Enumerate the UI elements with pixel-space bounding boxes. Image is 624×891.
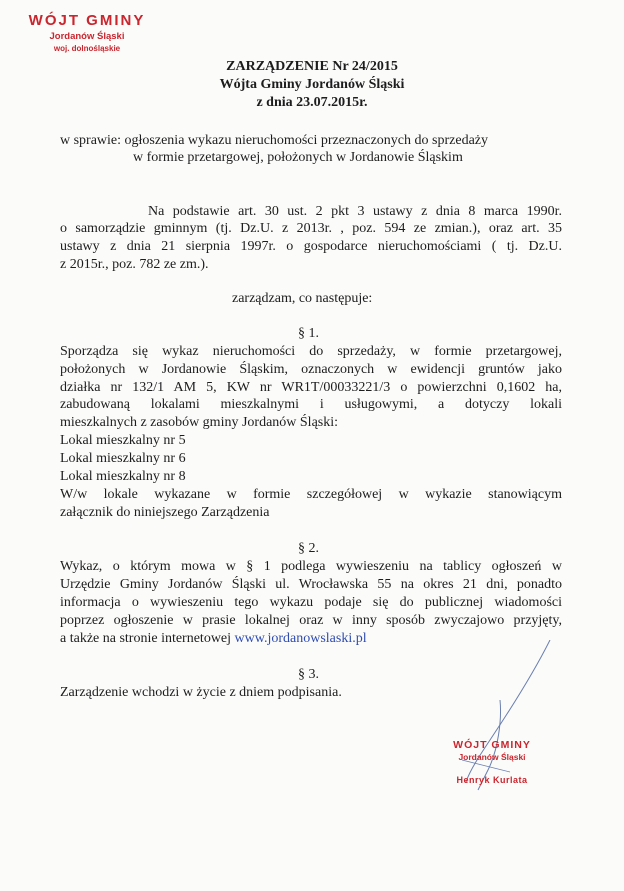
signatory-name: Henryk Kurlata (456, 775, 528, 785)
section-2-line-3: informacja o wywieszeniu tego wykazu podaje się do publicznej wiadomości (60, 595, 562, 610)
section-1-line-3: działka nr 132/1 AM 5, KW nr WR1T/00033221/3 o powierzchni 0,1602 ha, (60, 380, 562, 395)
website-link[interactable]: www.jordanowslaski.pl (234, 631, 367, 646)
section-2-heading: § 2. (298, 541, 319, 556)
section-1-line-5: mieszkalnych z zasobów gminy Jordanów Śląski: (60, 415, 339, 430)
section-2-line-5-text: a także na stronie internetowej (60, 631, 235, 646)
section-1-line-6: W/w lokale wykazane w formie szczegółowej w wykazie stanowiącym (60, 487, 562, 502)
unit-item: Lokal mieszkalny nr 8 (60, 469, 186, 484)
section-1-line-4: zabudowaną lokalami mieszkalnymi i usługowymi, a dotyczy lokali (60, 397, 562, 412)
unit-item: Lokal mieszkalny nr 5 (60, 433, 186, 448)
stamp-municipality: Jordanów Śląski (49, 31, 125, 42)
subject-line-2: w formie przetargowej, położonych w Jordanowie Śląskim (133, 150, 463, 165)
section-1-line-7: załącznik do niniejszego Zarządzenia (60, 505, 270, 520)
section-3-heading: § 3. (298, 667, 319, 682)
section-2-line-5 (60, 630, 367, 648)
stamp-voivodeship: woj. dolnośląskie (53, 44, 121, 53)
basis-line-3: ustawy z dnia 21 sierpnia 1997r. o gospodarce nieruchomościami ( tj. Dz.U. (60, 239, 562, 254)
section-1-line-2: położonych w Jordanowie Śląskim, oznaczonych w ewidencji gruntów jako (60, 362, 562, 377)
basis-line-1: Na podstawie art. 30 ust. 2 pkt 3 ustawy z dnia 8 marca 1990r. (148, 204, 562, 219)
document-title: ZARZĄDZENIE Nr 24/2015 (226, 59, 398, 74)
decree-text: zarządzam, co następuje: (232, 291, 373, 306)
section-3-line-1: Zarządzenie wchodzi w życie z dniem podpisania. (60, 685, 342, 700)
basis-line-2: o samorządzie gminnym (tj. Dz.U. z 2013r. , poz. 594 ze zmian.), oraz art. 35 (60, 221, 562, 236)
section-2-line-4: poprzez ogłoszenie w prasie lokalnej oraz w inny sposób zwyczajowo przyjęty, (60, 613, 562, 628)
signature-stamp (442, 739, 542, 785)
basis-line-4: z 2015r., poz. 782 ze zm.). (60, 257, 209, 272)
section-1-line-1: Sporządza się wykaz nieruchomości do sprzedaży, w formie przetargowej, (60, 344, 562, 359)
document-date: z dnia 23.07.2015r. (256, 95, 368, 110)
signature-stamp-municipality: Jordanów Śląski (458, 752, 526, 762)
document-issuer: Wójta Gminy Jordanów Śląski (219, 77, 405, 92)
section-1-heading: § 1. (298, 326, 319, 341)
subject-line-1: w sprawie: ogłoszenia wykazu nieruchomości przeznaczonych do sprzedaży (60, 133, 488, 148)
wojt-stamp (26, 12, 148, 53)
stamp-title: WÓJT GMINY (28, 12, 146, 29)
section-2-line-2: Urzędzie Gminy Jordanów Śląski ul. Wrocławska 55 na okres 21 dni, ponadto (60, 577, 562, 592)
unit-item: Lokal mieszkalny nr 6 (60, 451, 186, 466)
signature-stamp-title: WÓJT GMINY (453, 739, 531, 751)
section-2-line-1: Wykaz, o którym mowa w § 1 podlega wywieszeniu na tablicy ogłoszeń w (60, 559, 562, 574)
